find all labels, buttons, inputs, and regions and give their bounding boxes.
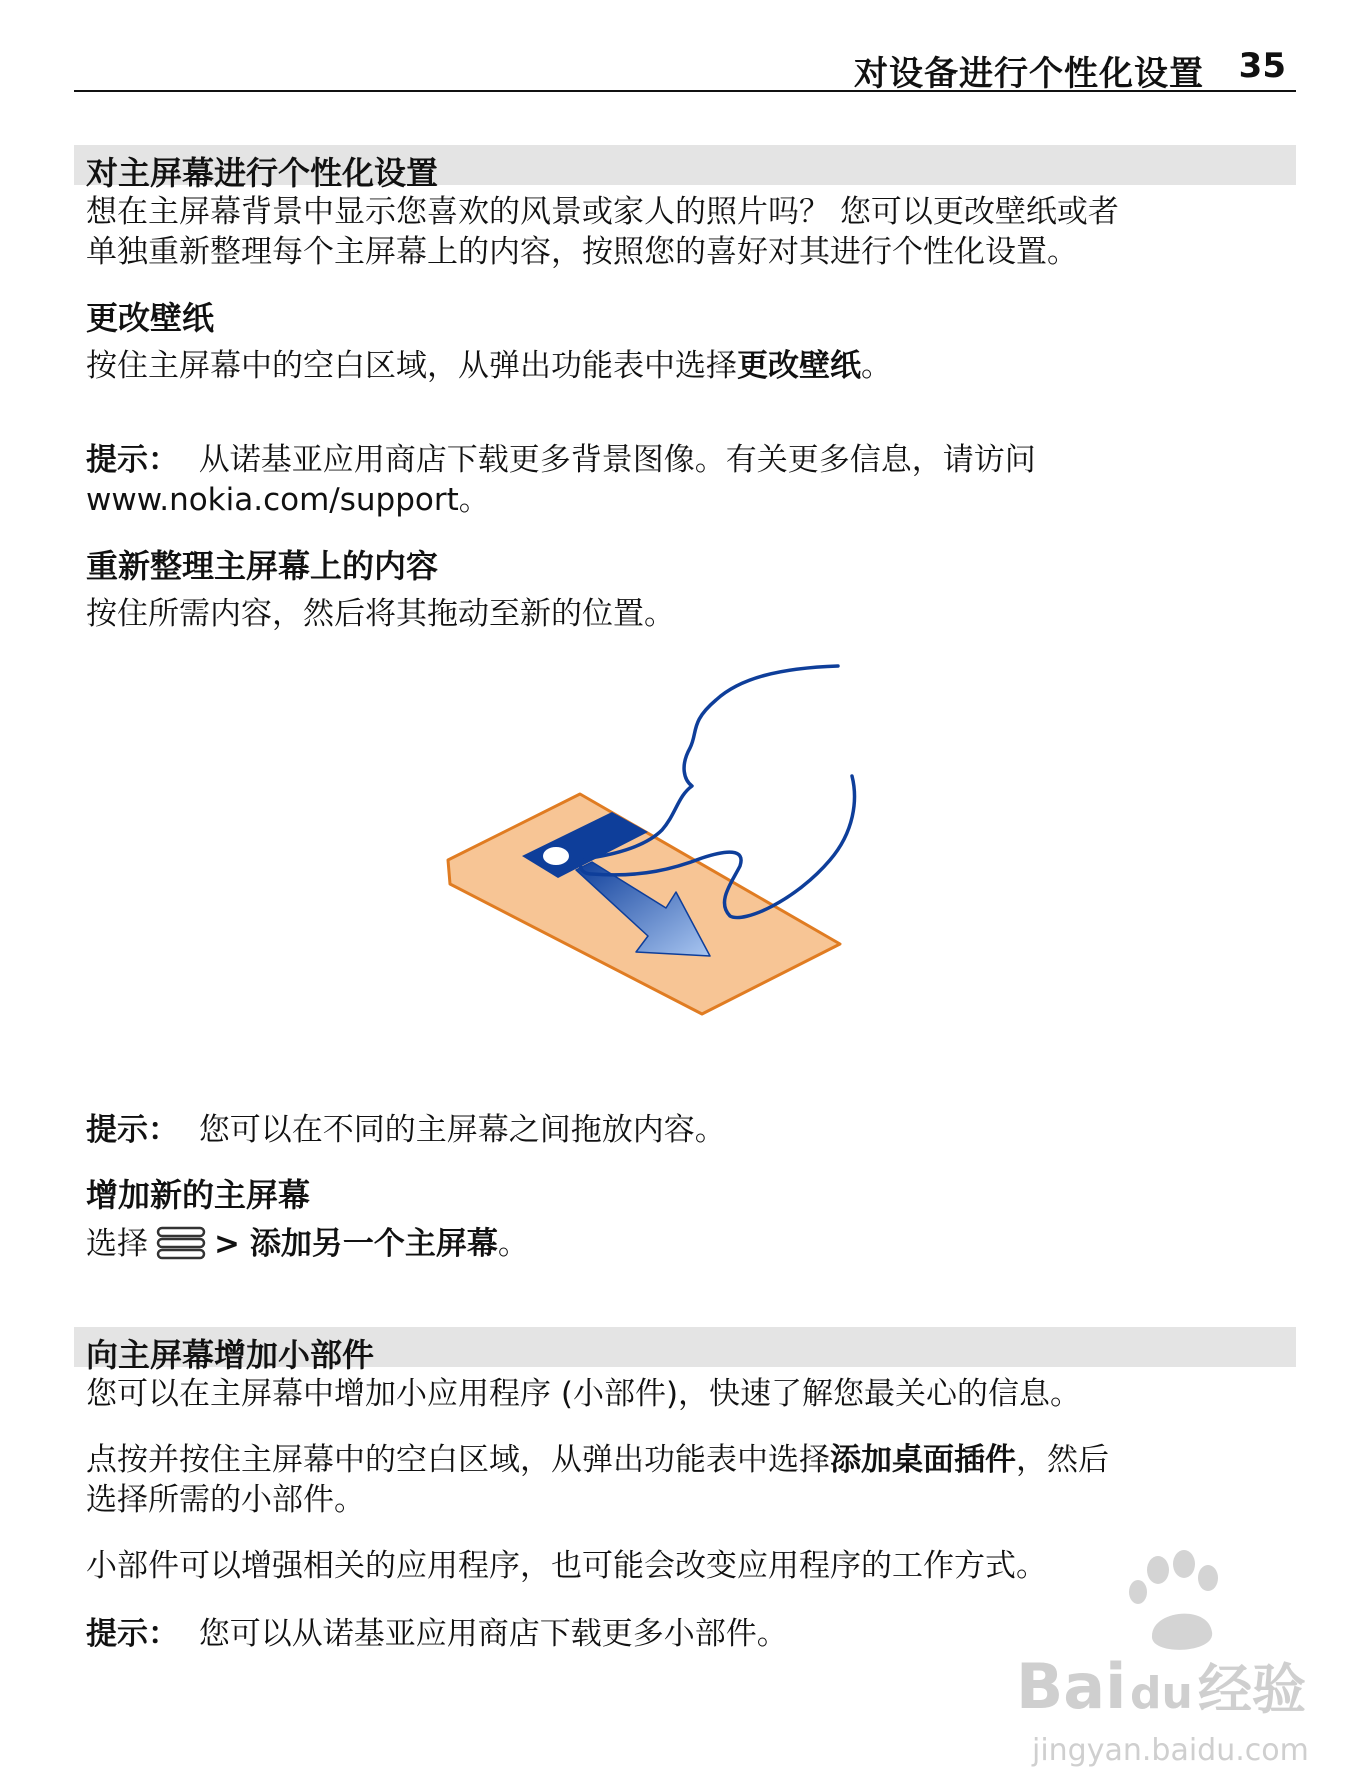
running-header	[74, 40, 1296, 92]
tip-drag-between-screens	[86, 1110, 1286, 1150]
change-wallpaper-text	[86, 346, 1286, 386]
watermark-url: jingyan.baidu.com	[1032, 1733, 1309, 1768]
widgets-paragraph-2	[86, 1440, 1286, 1520]
intro-line-1: 想在主屏幕背景中显示您喜欢的风景或家人的照片吗？ 您可以更改壁纸或者	[86, 194, 1119, 230]
section-heading-widgets	[74, 1327, 1296, 1374]
widgets-p2-suffix: ，然后	[1016, 1442, 1109, 1478]
add-screen-gt: >	[214, 1226, 240, 1262]
chapter-title: 对设备进行个性化设置	[854, 54, 1204, 94]
widgets-paragraph-3: 小部件可以增强相关的应用程序，也可能会改变应用程序的工作方式。	[86, 1548, 1047, 1584]
section-heading-text: 对主屏幕进行个性化设置	[86, 154, 439, 192]
watermark-brand: Bai	[1016, 1650, 1127, 1723]
add-screen-suffix: 。	[497, 1226, 529, 1262]
widgets-paragraph-1: 您可以在主屏幕中增加小应用程序 (小部件)，快速了解您最关心的信息。	[86, 1376, 1082, 1412]
tip-text: 您可以在不同的主屏幕之间拖放内容。	[198, 1112, 726, 1148]
tip-text: 从诺基亚应用商店下载更多背景图像。有关更多信息，请访问	[198, 442, 1036, 478]
change-wallpaper-suffix: 。	[861, 348, 892, 384]
widgets-p2-prefix: 点按并按住主屏幕中的空白区域，从弹出功能表中选择	[86, 1442, 830, 1478]
tip-background-images	[86, 440, 1286, 520]
add-desktop-widget-option: 添加桌面插件	[830, 1442, 1016, 1478]
widget-dot	[543, 847, 569, 865]
intro-line-2: 单独重新整理每个主屏幕上的内容，按照您的喜好对其进行个性化设置。	[86, 234, 1078, 270]
change-wallpaper-prefix: 按住主屏幕中的空白区域，从弹出功能表中选择	[86, 348, 737, 384]
subheading-add-screen: 增加新的主屏幕	[86, 1176, 311, 1214]
menu-icon	[156, 1226, 206, 1260]
tip-label: 提示：	[86, 442, 179, 478]
tip-url: www.nokia.com/support。	[86, 482, 490, 518]
intro-paragraph	[86, 192, 1286, 272]
rearrange-text: 按住所需内容，然后将其拖动至新的位置。	[86, 596, 675, 632]
baidu-watermark	[1012, 1548, 1322, 1778]
add-screen-prefix: 选择	[86, 1226, 148, 1262]
watermark-brand-2: du	[1130, 1668, 1193, 1719]
watermark-suffix: 经验	[1198, 1658, 1306, 1721]
tip-text: 您可以从诺基亚应用商店下载更多小部件。	[198, 1616, 788, 1652]
section-heading-text: 向主屏幕增加小部件	[86, 1336, 375, 1374]
tip-label: 提示：	[86, 1112, 179, 1148]
section-heading-personalize	[74, 145, 1296, 192]
page-number: 35	[1238, 46, 1286, 86]
subheading-change-wallpaper: 更改壁纸	[86, 299, 215, 337]
add-screen-option: 添加另一个主屏幕	[249, 1226, 498, 1262]
drag-illustration	[440, 660, 860, 1030]
tip-label: 提示：	[86, 1616, 179, 1652]
subheading-rearrange: 重新整理主屏幕上的内容	[86, 547, 439, 585]
widgets-p2-line2: 选择所需的小部件。	[86, 1482, 365, 1518]
change-wallpaper-option: 更改壁纸	[737, 348, 861, 384]
add-screen-text	[86, 1224, 1286, 1264]
paw-icon	[1129, 1550, 1218, 1650]
